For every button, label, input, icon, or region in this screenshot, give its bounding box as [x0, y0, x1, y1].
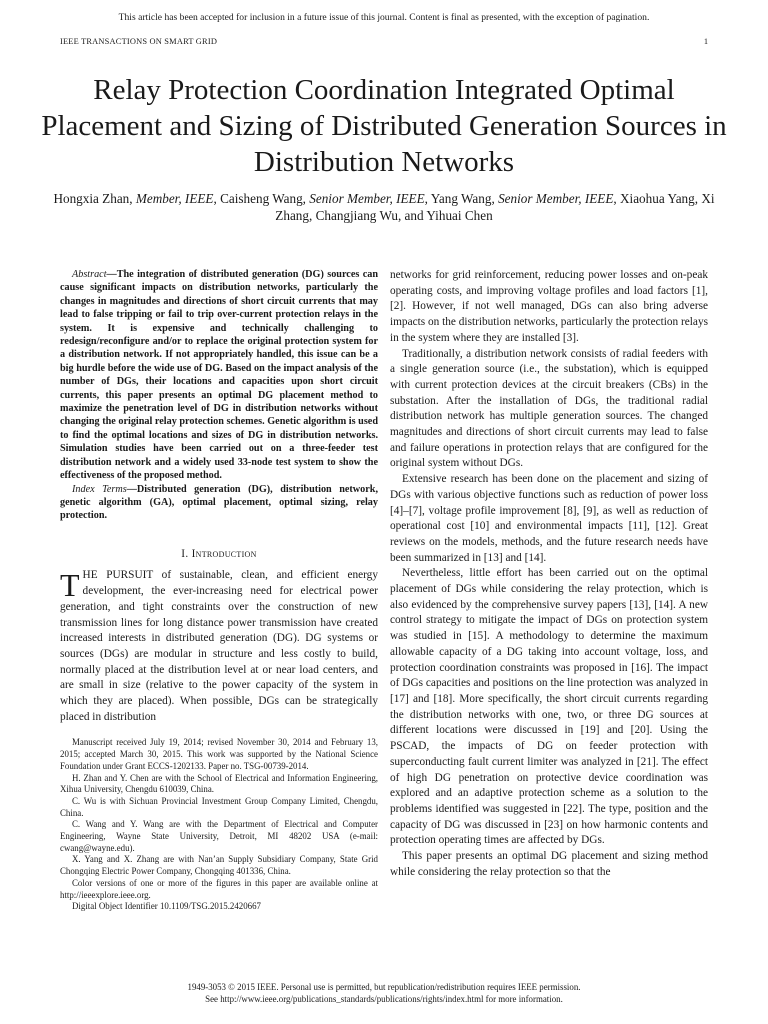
body-paragraph: Extensive research has been done on the placement and sizing of DGs with various objective functions such as reduction of power loss [4]–[7], voltage profile improvement [8], [9], as well as reduction of operational cost [10] and environmental impacts [11], [12]. Great reviews on the models, methods, and the future research needs have been summarized in [13] and [14]. [390, 473, 708, 564]
journal-running-head: IEEE TRANSACTIONS ON SMART GRID [60, 37, 218, 46]
section-number: I. [181, 547, 192, 560]
body-paragraph: This paper presents an optimal DG placement and sizing method while considering the relay protection so that the [390, 850, 708, 878]
permissions-line: See http://www.ieee.org/publications_standards/publications/rights/index.html for more information. [205, 993, 563, 1004]
footnote: Manuscript received July 19, 2014; revised November 30, 2014 and February 13, 2015; accepted March 30, 2015. This work was supported by the National Science Foundation under Grant ECCS-1202133. Paper no. TSG-00739-2014. [60, 737, 378, 771]
intro-text: of sustainable, clean, and efficient energy development, the ever-increasing need for electrical power generation, and tight constraints over the construction of new transmission lines for long distance power transmission have created increased interests in distributed generation (DG). DG systems or sources (DGs) are modular in structure and less costly to build, normally placed at the distribution level at or near load centers, and are small in size (relative to the power capacity of the system in which they are placed). When possible, DGs can be strategically placed in distribution [60, 569, 378, 723]
intro-paragraph [60, 568, 378, 725]
copyright-line: 1949-3053 © 2015 IEEE. Personal use is permitted, but republication/redistribution requires IEEE permission. [187, 982, 581, 992]
index-terms-text: —Distributed generation (DG), distribution network, genetic algorithm (GA), optimal placement, optimal sizing, relay protection. [60, 483, 378, 522]
right-column [390, 268, 708, 880]
copyright-notice [0, 982, 768, 1005]
section-title: Introduction [191, 547, 257, 560]
section-heading [60, 547, 378, 563]
body-paragraph: Traditionally, a distribution network consists of radial feeders with a single generation source (i.e., the substation), which is equipped with current protection devices at the circuit breakers (CBs) in the substation. After the installation of DGs, the traditional radial distribution network has multiple generation sources. The changed magnitudes and directions of short circuit currents may lead to false and failure operations in protection relays that are configured for the original system without DGs. [390, 347, 708, 470]
body-paragraph: networks for grid reinforcement, reducing power losses and on-peak operating costs, and improving voltage profiles and load factors [1], [2]. However, if not well managed, DGs can also bring adverse impacts on the distribution networks, particularly the protection relays in the system where they are installed [3]. [390, 269, 708, 344]
footnote: Digital Object Identifier 10.1109/TSG.2015.2420667 [72, 901, 261, 912]
footnote: C. Wang and Y. Wang are with the Department of Electrical and Computer Engineering, Wayne State University, Detroit, MI 48202 USA (e-mail: cwang@wayne.edu). [60, 819, 378, 853]
author-name: Hongxia Zhan, [53, 191, 136, 206]
author-name: , Yang Wang, [424, 191, 499, 206]
acceptance-notice: This article has been accepted for inclusion in a future issue of this journal. Content is final as presented, with the exception of pagination. [118, 12, 650, 23]
author-name: , Xiaohua Yang, Xi Zhang, Changjiang Wu, and Yihuai Chen [275, 191, 715, 223]
drop-cap: T [60, 567, 80, 604]
footnote: Color versions of one or more of the figures in this paper are available online at http://ieeexplore.ieee.org. [60, 877, 378, 900]
author-list [40, 190, 728, 224]
author-membership: Senior Member, IEEE [498, 191, 614, 206]
author-membership: Senior Member, IEEE [309, 191, 425, 206]
body-paragraph: Nevertheless, little effort has been carried out on the optimal placement of DGs while considering the relay protection, which is also evidenced by the comprehensive survey papers [13], [14]. A new control strategy to mitigate the impact of DGs on protection system was studied in [15]. A methodology to determine the maximum allowable capacity of a DG taking into account voltage, loss, and protection coordination constraints was proposed in [16]. The impact of DGs capacities and positions on the line protection was analyzed in [17] and [18]. More specifically, the short circuit currents regarding the distribution networks with one, two, or three DG sources at different locations were discussed in [19] and [20]. Using the PSCAD, the impacts of DG on feeder protection with superconducting fault current limiter was analyzed in [21]. The effect of high DG penetration on protective device coordination was explored and an adaptive protection scheme as a solution to the problems identified was suggested in [22]. The type, position and the capacity of DG was discussed in [23] on how harmonic contents and protection operating times are affected by DGs. [390, 567, 708, 847]
footnote: X. Yang and X. Zhang are with Nan’an Supply Subsidiary Company, State Grid Chongqing Electric Power Company, Chongqing 401336, China. [60, 854, 378, 877]
page-number: 1 [703, 37, 708, 46]
abstract-text: —The integration of distributed generation (DG) sources can cause significant impacts on distribution networks, particularly the changes in magnitudes and directions of short circuit currents that may lead to false tripping or fail to trip over-current protection relays in the system. It is expensive and technically challenging to redesign/reconfigure and/or to replace the original protection system for a distribution network. If not appropriately handled, this issue can be a big hurdle before the wide use of DG. Based on the impact analysis of the number of DGs, their locations and capacities upon short circuit currents, this paper presents an optimal DG placement method to maximize the penetration level of DG in distribution networks without changing the original relay protection schemes. Genetic algorithm is used to find the optimal locations and sizes of DG in distribution networks. Simulation studies have been carried out on a three-feeder test distribution network and a widely used 33-node test system to show the effectiveness of the proposed method. [60, 269, 378, 482]
footnote: C. Wu is with Sichuan Provincial Investment Group Company Limited, Chengdu, China. [60, 795, 378, 818]
paper-title: Relay Protection Coordination Integrated Optimal Placement and Sizing of Distributed Generation Sources in Distribution Networks [41, 74, 727, 178]
abstract [60, 268, 378, 483]
footnote: H. Zhan and Y. Chen are with the School of Electrical and Information Engineering, Xihua University, Chengdu 610039, China. [60, 772, 378, 795]
author-name: , Caisheng Wang, [213, 191, 310, 206]
abstract-label: Abstract [72, 269, 107, 280]
author-membership: Member, IEEE [135, 191, 214, 206]
intro-lead: HE PURSUIT [82, 569, 154, 582]
index-terms [60, 483, 378, 523]
footnotes [60, 737, 378, 913]
index-terms-label: Index Terms [72, 483, 127, 495]
left-column [60, 268, 378, 913]
